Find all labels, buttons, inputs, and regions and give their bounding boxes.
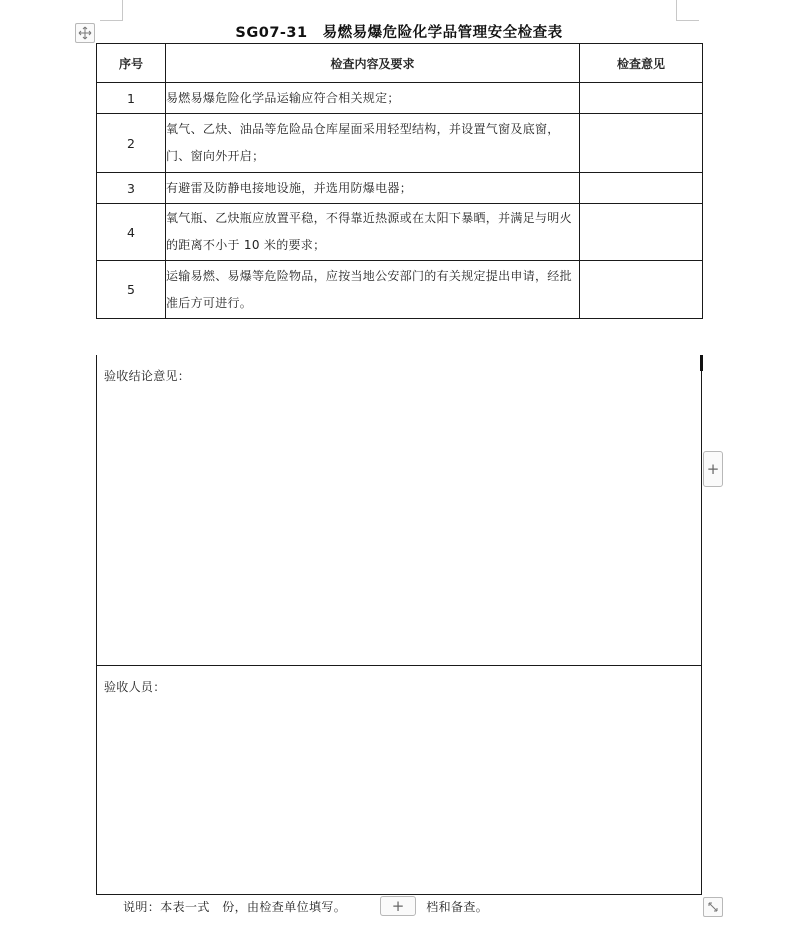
row-content[interactable]: 氧气、乙炔、油品等危险品仓库屋面采用轻型结构，并设置气窗及底窗，门、窗向外开启；: [166, 114, 580, 173]
resize-icon: [707, 901, 719, 913]
add-row-button[interactable]: [380, 896, 416, 916]
table-row: [97, 83, 703, 114]
row-content[interactable]: 运输易燃、易爆等危险物品，应按当地公安部门的有关规定提出申请，经批准后方可进行。: [166, 261, 580, 319]
table-row: [97, 204, 703, 261]
move-icon: [78, 26, 92, 40]
row-content[interactable]: 易燃易爆危险化学品运输应符合相关规定；: [166, 83, 580, 114]
row-opinion-cell[interactable]: [580, 204, 703, 261]
row-number: 1: [97, 83, 166, 114]
table-header-row: [97, 44, 703, 83]
footer-note: [123, 898, 488, 915]
plus-icon: +: [706, 460, 720, 478]
add-column-button[interactable]: [703, 451, 723, 487]
header-opinion: 检查意见: [580, 44, 703, 83]
page-corner-mark-right: [676, 0, 699, 21]
inspector-section[interactable]: [96, 666, 702, 895]
row-opinion-cell[interactable]: [580, 173, 703, 204]
row-number: 4: [97, 204, 166, 261]
row-opinion-cell[interactable]: [580, 114, 703, 173]
conclusion-label: 验收结论意见：: [104, 369, 191, 383]
footer-note-part2: 档和备查。: [426, 900, 489, 914]
row-content[interactable]: 有避雷及防静电接地设施，并选用防爆电器；: [166, 173, 580, 204]
footer-note-part1: 说明：本表一式 份，由检查单位填写。: [123, 900, 347, 914]
table-resize-handle[interactable]: [703, 897, 723, 917]
plus-icon: +: [391, 897, 405, 915]
table-move-handle[interactable]: [75, 23, 95, 43]
conclusion-section[interactable]: [96, 355, 702, 666]
table-edge-cursor: [700, 355, 703, 371]
checklist-table: [96, 43, 703, 319]
page-corner-mark-left: [100, 0, 123, 21]
row-number: 5: [97, 261, 166, 319]
table-row: [97, 261, 703, 319]
header-content: 检查内容及要求: [166, 44, 580, 83]
row-number: 3: [97, 173, 166, 204]
inspector-label: 验收人员：: [104, 680, 166, 694]
row-opinion-cell[interactable]: [580, 261, 703, 319]
header-seq: 序号: [97, 44, 166, 83]
row-opinion-cell[interactable]: [580, 83, 703, 114]
row-number: 2: [97, 114, 166, 173]
row-content[interactable]: 氧气瓶、乙炔瓶应放置平稳，不得靠近热源或在太阳下暴晒，并满足与明火的距离不小于 10 米的要求；: [166, 204, 580, 261]
table-row: [97, 173, 703, 204]
table-row: [97, 114, 703, 173]
document-title: SG07-31 易燃易爆危险化学品管理安全检查表: [235, 25, 563, 41]
